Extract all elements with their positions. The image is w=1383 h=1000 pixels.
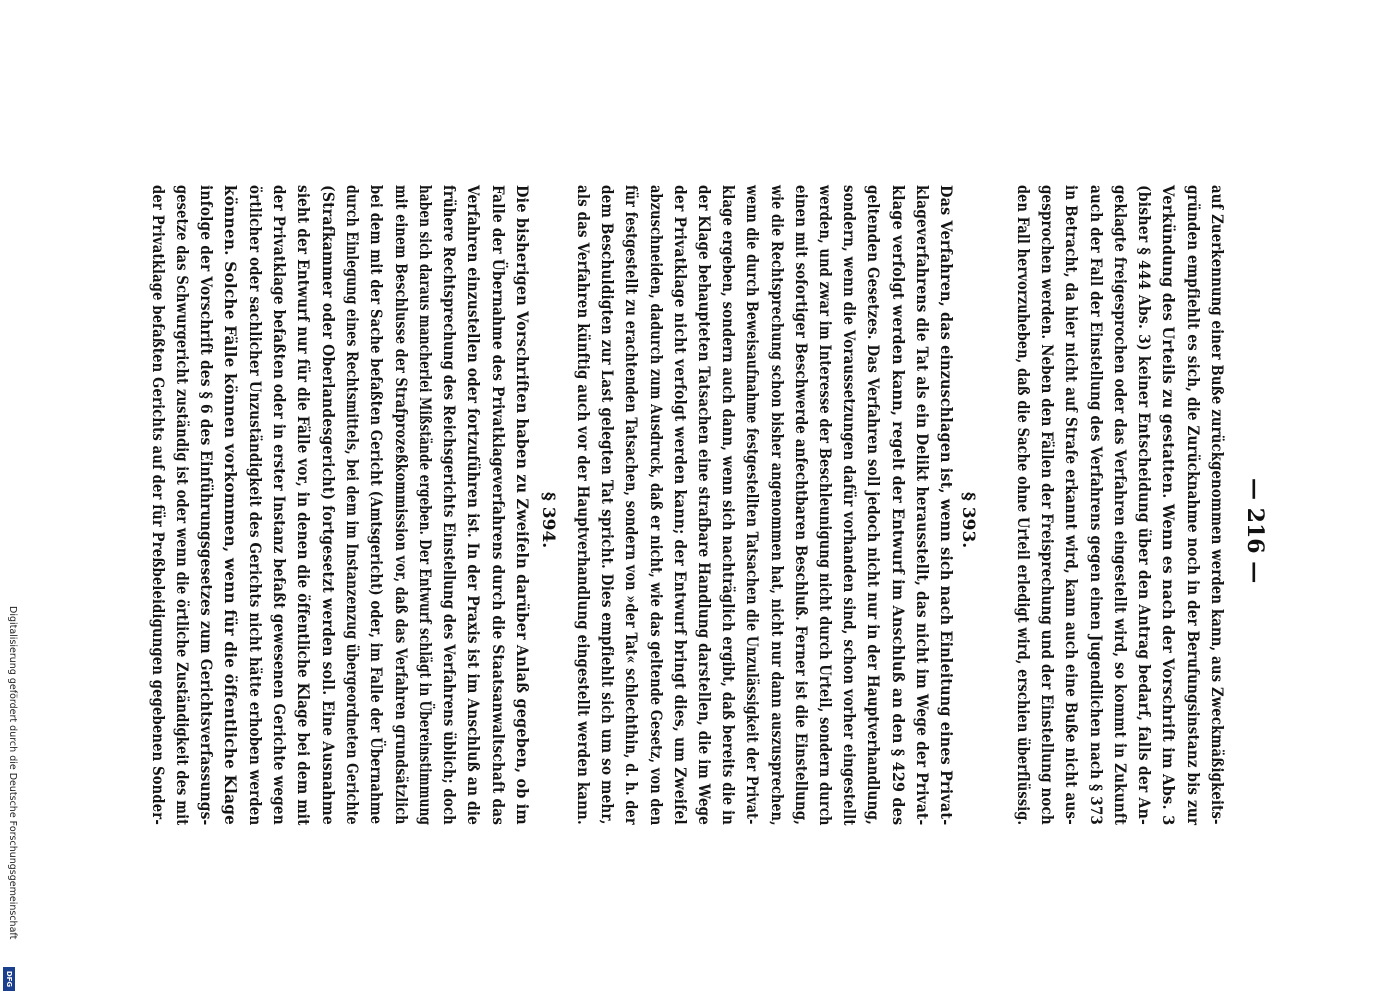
dfg-logo-text: DFG	[5, 970, 13, 988]
text-line: wenn die durch Beweisaufnahme festgestellten Tatsachen die Unzulässigkeit der Privat-	[743, 185, 763, 825]
text-line: gründen empfiehlt es sich, die Zurücknahme noch in der Berufungsinstanz bis zur	[1183, 185, 1203, 826]
text-line: frühere Rechtsprechung des Reichsgerichts Einstellung des Verfahrens üblich; doch	[440, 185, 460, 825]
text-line: in Betracht, da hier nicht auf Strafe erkannt wird, kann auch eine Buße nicht aus-	[1062, 185, 1082, 825]
text-line: klage ergeben, sondern auch dann, wenn sich nachträglich ergibt, daß bereits die in	[719, 185, 739, 826]
text-line: gesetze das Schwurgericht zuständig ist oder wenn die örtliche Zuständigkeit des mit	[172, 185, 192, 826]
text-line: sondern, wenn die Voraussetzungen dafür vorhanden sind, schon vorher eingestellt	[840, 185, 860, 826]
text-line: mit einem Beschlusse der Strafprozeßkommission vor, daß das Verfahren grundsätzlich	[391, 185, 411, 825]
page-number: — 216 —	[1242, 478, 1268, 584]
text-line: können. Solche Fälle können vorkommen, wenn für die öffentliche Klage	[221, 185, 241, 826]
text-line: der Klage behaupteten Tatsachen eine strafbare Handlung darstellen, die im Wege	[695, 185, 714, 826]
text-line: infolge der Vorschrift des § 6 des Einführungsgesetzes zum Gerichtsverfassungs-	[197, 185, 217, 826]
text-line: Verkündung des Urteils zu gestatten. Wenn es nach der Vorschrift im Abs. 3	[1159, 185, 1179, 826]
digitization-footer	[2, 606, 22, 996]
text-line: (Strafkammer oder Oberlandesgericht) fortgesetzt werden soll. Eine Ausnahme	[318, 185, 338, 825]
text-line: abzuschneiden, dadurch zum Ausdruck, daß er nicht, wie das geltende Gesetz, von den	[646, 185, 666, 826]
text-line: auf Zuerkennung einer Buße zurückgenommen werden kann, aus Zweckmäßigkeits-	[1208, 185, 1227, 825]
text-line: einen mit sofortiger Beschwerde anfechtbaren Beschluß. Ferner ist die Einstellung,	[791, 185, 811, 826]
text-line: klageverfahrens die Tat als ein Delikt herausstellt, das nicht im Wege der Privat-	[912, 185, 932, 826]
section-heading-393: § 393.	[958, 492, 978, 549]
text-line: der Privatklage befaßten Gerichts auf der für Preßbeleidigungen gegebenen Sonder-	[148, 185, 168, 825]
text-line: haben sich daraus mancherlei Mißstände ergeben. Der Entwurf schlägt in Übereinstimmung	[415, 185, 435, 826]
text-line: werden, und zwar im Interesse der Beschleunigung nicht durch Urteil, sondern durch	[816, 185, 835, 826]
text-line: auch der Fall der Einstellung des Verfahrens gegen einen Jugendlichen nach § 373	[1086, 185, 1106, 825]
text-line: bei dem mit der Sache befaßten Gericht (Amtsgericht) oder, im Falle der Übernahme	[367, 185, 387, 825]
text-line: der Privatklage nicht verfolgt werden kann; der Entwurf bringt dies, um Zweifel	[670, 185, 690, 825]
text-line: wie die Rechtsprechung schon bisher angenommen hat, nicht nur dann auszusprechen,	[767, 185, 787, 826]
footer-credit-text: Digitalisierung gefördert durch die Deutsche Forschungsgemeinschaft	[7, 606, 18, 940]
text-line: Die bisherigen Vorschriften haben zu Zweifeln darüber Anlaß gegeben, ob im	[513, 185, 532, 825]
text-line: örtlicher oder sachlicher Unzuständigkeit des Gerichts nicht hätte erhoben werden	[245, 185, 265, 826]
text-line: Verfahren einzustellen oder fortzuführen ist. In der Praxis ist im Anschluß an die	[464, 185, 484, 826]
text-line: sieht der Entwurf nur für die Fälle vor, in denen die öffentliche Klage bei dem mit	[294, 185, 314, 826]
text-line: für festgestellt zu erachtenden Tatsachen, sondern von »der Tat« schlechthin, d. h. der	[622, 185, 642, 825]
text-line: den Fall hervorzuheben, daß die Sache ohne Urteil erledigt wird, erschien überflüssig.	[1013, 185, 1033, 826]
text-line: geltenden Gesetzes. Das Verfahren soll jedoch nicht nur in der Hauptverhandlung,	[864, 185, 884, 825]
text-line: gesprochen werden. Neben den Fällen der Freisprechung und der Einstellung noch	[1037, 185, 1057, 825]
text-line: der Privatklage befaßten oder in erster Instanz befaßt gewesenen Gerichte wegen	[270, 185, 289, 825]
text-line: geklagte freigesprochen oder das Verfahren eingestellt wird, so kommt in Zukunft	[1110, 185, 1130, 826]
text-line: dem Beschuldigten zur Last gelegten Tat spricht. Dies empfiehlt sich um so mehr,	[598, 185, 618, 825]
text-line: als das Verfahren künftig auch vor der Hauptverhandlung eingestellt werden kann.	[574, 185, 593, 825]
text-line: durch Einlegung eines Rechtsmittels, bei dem im Instanzenzug übergeordneten Gerichte	[342, 185, 362, 825]
section-heading-394: § 394.	[538, 492, 558, 549]
dfg-logo	[3, 967, 15, 991]
text-line: (bisher § 444 Abs. 3) keiner Entscheidung über den Antrag bedarf, falls der An-	[1135, 185, 1155, 825]
text-line: klage verfolgt werden kann, regelt der Entwurf im Anschluß an den § 429 des	[888, 185, 908, 826]
text-line: Das Verfahren, das einzuschlagen ist, wenn sich nach Einleitung eines Privat-	[937, 185, 956, 826]
text-line: Falle der Übernahme des Privatklageverfahrens durch die Staatsanwaltschaft das	[488, 185, 508, 826]
